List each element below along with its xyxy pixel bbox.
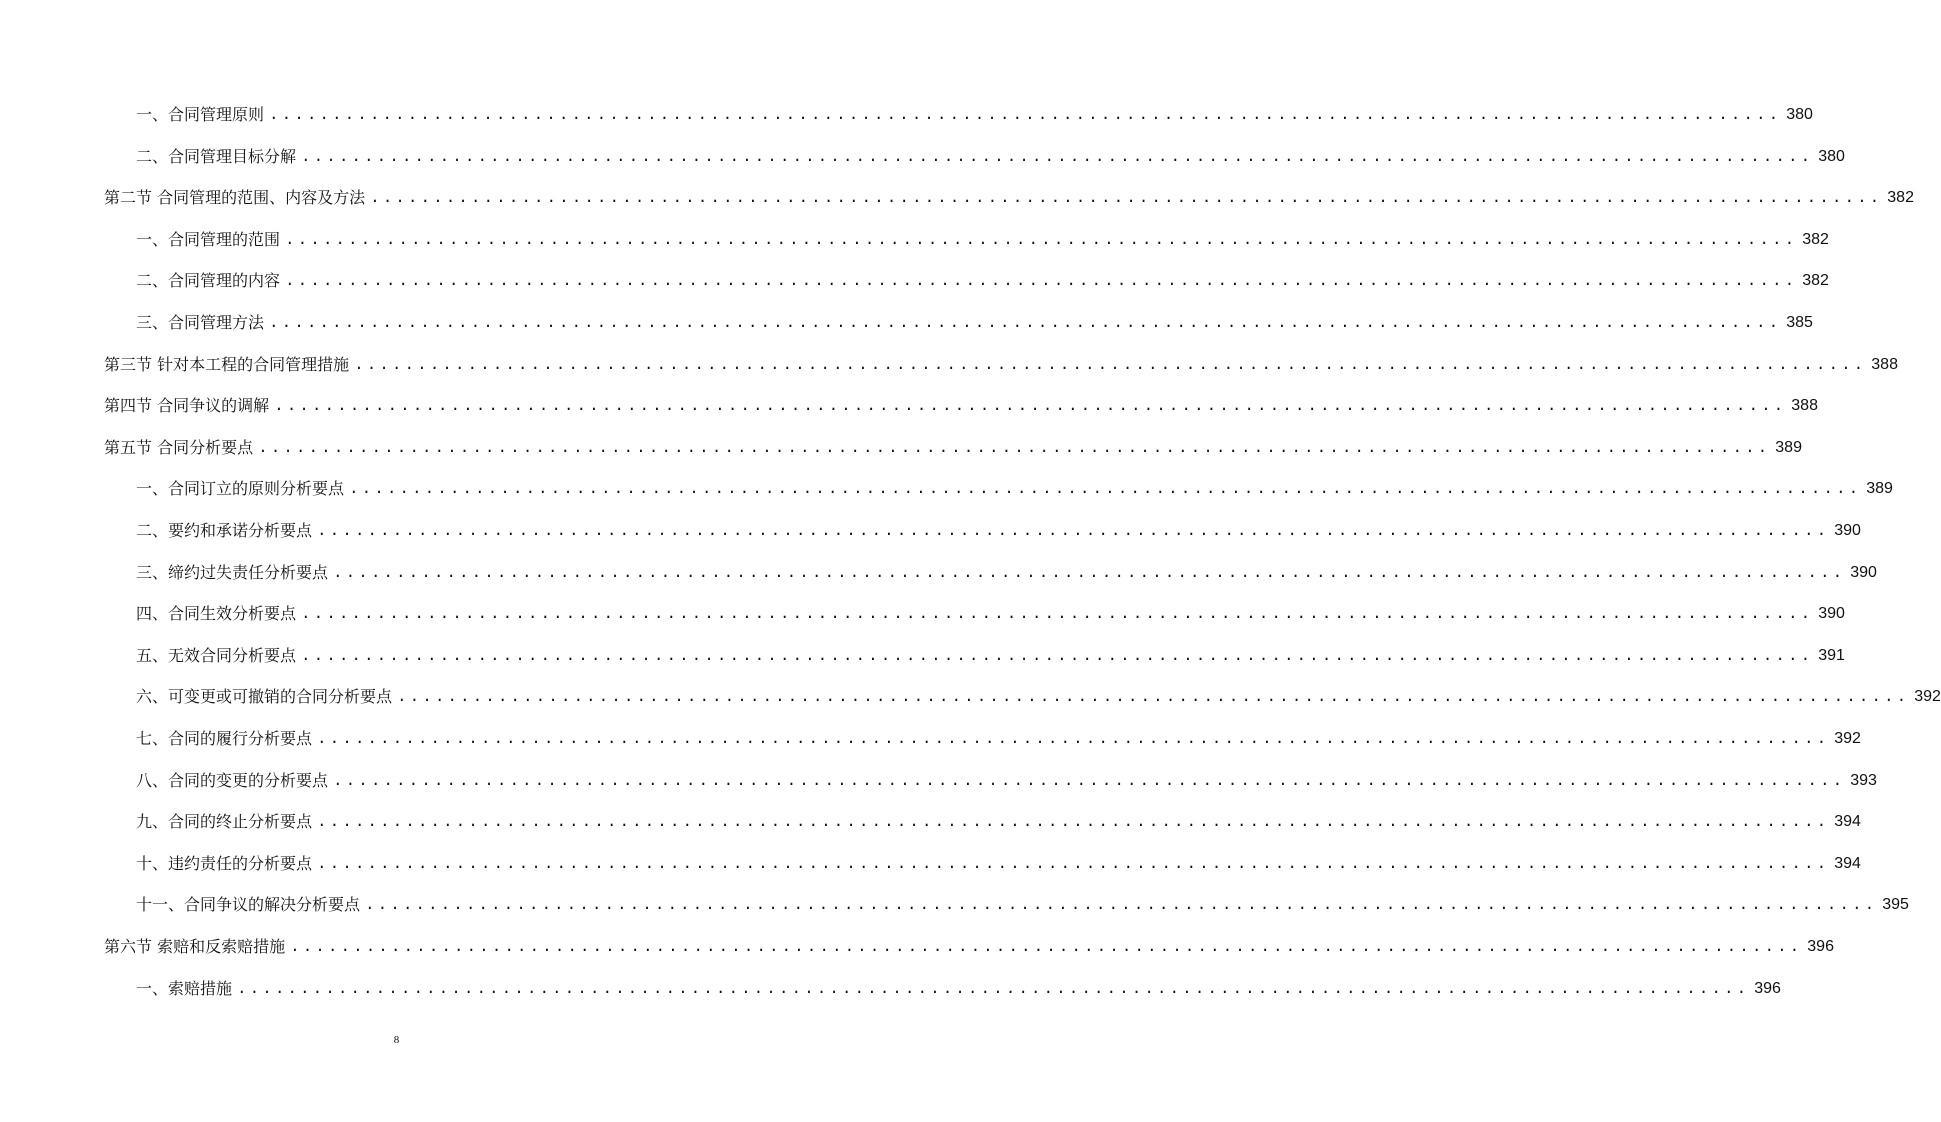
toc-entry-page-number: 385	[1786, 314, 1813, 331]
toc-entry-title: 第四节 合同争议的调解	[104, 396, 270, 415]
toc-entry-page-number: 380	[1818, 148, 1845, 165]
toc-entry-title: 一、合同管理的范围	[136, 230, 281, 249]
toc-dot-leader: ........................................................................................................................	[365, 896, 1878, 914]
toc-subsection-entry[interactable]	[0, 96, 1813, 126]
toc-dot-leader: ........................................................................................................................	[237, 980, 1750, 998]
toc-entry-page-number: 389	[1775, 439, 1802, 456]
toc-entry-page-number: 382	[1802, 272, 1829, 289]
toc-entry-page-number: 396	[1754, 980, 1781, 997]
toc-dot-leader: ........................................................................................................................	[370, 189, 1883, 207]
toc-entry-title: 一、合同管理原则	[136, 105, 265, 124]
toc-entry-page-number: 382	[1887, 189, 1914, 206]
toc-dot-leader: ........................................................................................................................	[354, 356, 1867, 374]
toc-subsection-entry[interactable]	[0, 678, 1941, 708]
toc-entry-page-number: 394	[1834, 855, 1861, 872]
toc-dot-leader: ........................................................................................................................	[333, 772, 1846, 790]
toc-dot-leader: ........................................................................................................................	[285, 231, 1798, 249]
toc-section-entry[interactable]	[0, 346, 1898, 376]
toc-subsection-entry[interactable]	[0, 470, 1893, 500]
toc-entry-title: 第五节 合同分析要点	[104, 438, 254, 457]
toc-dot-leader: ........................................................................................................................	[290, 938, 1803, 956]
toc-section-entry[interactable]	[0, 429, 1802, 459]
toc-entry-page-number: 390	[1818, 605, 1845, 622]
toc-entry-page-number: 393	[1850, 772, 1877, 789]
toc-entry-page-number: 382	[1802, 231, 1829, 248]
toc-entry-title: 二、合同管理的内容	[136, 271, 281, 290]
toc-entry-title: 九、合同的终止分析要点	[136, 812, 313, 831]
toc-dot-leader: ........................................................................................................................	[269, 314, 1782, 332]
toc-entry-title: 二、要约和承诺分析要点	[136, 521, 313, 540]
toc-dot-leader: ........................................................................................................................	[285, 272, 1798, 290]
toc-entry-page-number: 389	[1866, 480, 1893, 497]
toc-subsection-entry[interactable]	[0, 845, 1861, 875]
toc-entry-title: 三、缔约过失责任分析要点	[136, 563, 329, 582]
toc-entry-title: 二、合同管理目标分解	[136, 147, 297, 166]
toc-dot-leader: ........................................................................................................................	[317, 813, 1830, 831]
toc-entry-title: 第六节 索赔和反索赔措施	[104, 937, 286, 956]
toc-dot-leader: ........................................................................................................................	[274, 397, 1787, 415]
toc-subsection-entry[interactable]	[0, 762, 1877, 792]
toc-subsection-entry[interactable]	[0, 637, 1845, 667]
toc-dot-leader: ........................................................................................................................	[301, 647, 1814, 665]
toc-entry-title: 八、合同的变更的分析要点	[136, 771, 329, 790]
toc-subsection-entry[interactable]	[0, 138, 1845, 168]
toc-entry-title: 一、索赔措施	[136, 979, 233, 998]
toc-entry-title: 五、无效合同分析要点	[136, 646, 297, 665]
toc-dot-leader: ........................................................................................................................	[317, 730, 1830, 748]
toc-entry-title: 十、违约责任的分析要点	[136, 854, 313, 873]
toc-entry-page-number: 388	[1871, 356, 1898, 373]
toc-entry-page-number: 390	[1850, 564, 1877, 581]
toc-section-entry[interactable]	[0, 928, 1834, 958]
toc-entry-title: 一、合同订立的原则分析要点	[136, 479, 345, 498]
toc-dot-leader: ........................................................................................................................	[397, 688, 1910, 706]
toc-subsection-entry[interactable]	[0, 803, 1861, 833]
toc-section-entry[interactable]	[0, 387, 1818, 417]
toc-entry-title: 十一、合同争议的解决分析要点	[136, 895, 361, 914]
toc-subsection-entry[interactable]	[0, 595, 1845, 625]
toc-entry-page-number: 390	[1834, 522, 1861, 539]
toc-subsection-entry[interactable]	[0, 720, 1861, 750]
toc-dot-leader: ........................................................................................................................	[301, 148, 1814, 166]
toc-entry-title: 三、合同管理方法	[136, 313, 265, 332]
toc-dot-leader: ........................................................................................................................	[258, 439, 1771, 457]
toc-subsection-entry[interactable]	[0, 554, 1877, 584]
toc-subsection-entry[interactable]	[0, 886, 1909, 916]
toc-entry-page-number: 391	[1818, 647, 1845, 664]
toc-entry-page-number: 388	[1791, 397, 1818, 414]
toc-entry-title: 第三节 针对本工程的合同管理措施	[104, 355, 350, 374]
toc-entry-page-number: 394	[1834, 813, 1861, 830]
toc-entry-page-number: 392	[1914, 688, 1941, 705]
toc-dot-leader: ........................................................................................................................	[269, 106, 1782, 124]
toc-entry-title: 六、可变更或可撤销的合同分析要点	[136, 687, 393, 706]
page-number: 8	[393, 1034, 400, 1046]
toc-entry-page-number: 395	[1882, 896, 1909, 913]
toc-subsection-entry[interactable]	[0, 304, 1813, 334]
toc-entry-title: 七、合同的履行分析要点	[136, 729, 313, 748]
toc-entry-page-number: 392	[1834, 730, 1861, 747]
toc-subsection-entry[interactable]	[0, 512, 1861, 542]
toc-dot-leader: ........................................................................................................................	[317, 855, 1830, 873]
toc-dot-leader: ........................................................................................................................	[333, 564, 1846, 582]
toc-entry-title: 四、合同生效分析要点	[136, 604, 297, 623]
toc-entry-page-number: 396	[1807, 938, 1834, 955]
toc-dot-leader: ........................................................................................................................	[317, 522, 1830, 540]
toc-entry-title: 第二节 合同管理的范围、内容及方法	[104, 188, 366, 207]
toc-dot-leader: ........................................................................................................................	[349, 480, 1862, 498]
toc-entry-page-number: 380	[1786, 106, 1813, 123]
toc-subsection-entry[interactable]	[0, 221, 1829, 251]
toc-section-entry[interactable]	[0, 179, 1914, 209]
toc-subsection-entry[interactable]	[0, 262, 1829, 292]
toc-dot-leader: ........................................................................................................................	[301, 605, 1814, 623]
toc-subsection-entry[interactable]	[0, 970, 1781, 1000]
